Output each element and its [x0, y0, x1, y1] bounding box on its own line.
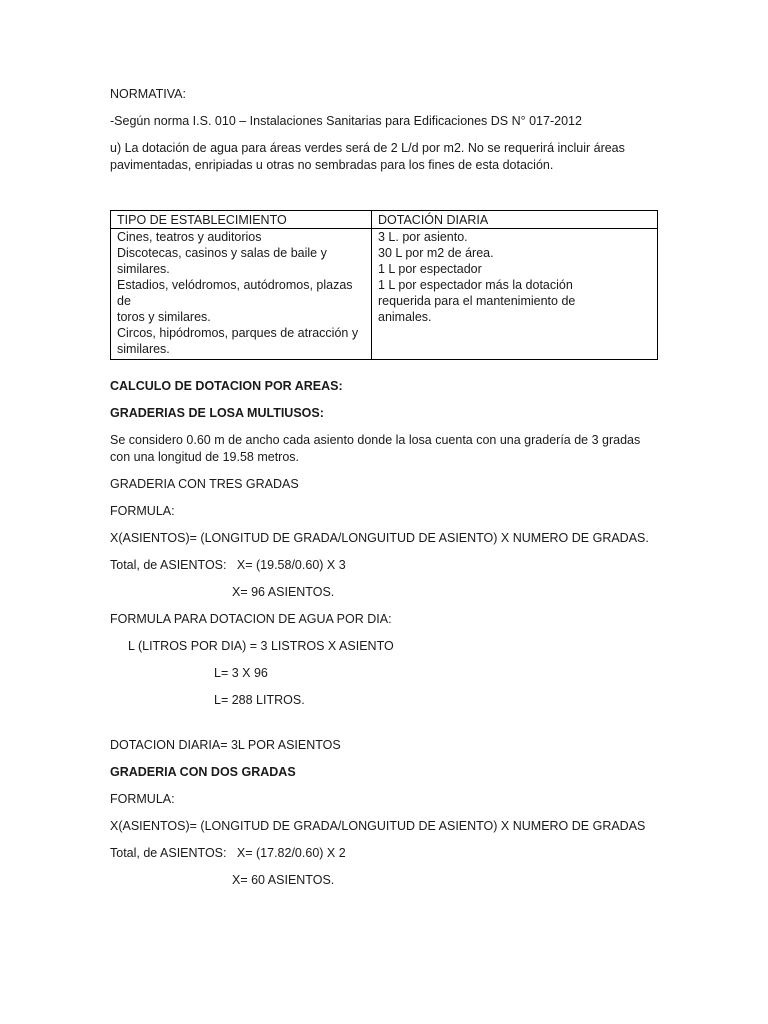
- total-asientos: Total, de ASIENTOS: X= (19.58/0.60) X 3: [110, 558, 346, 572]
- heading-tres-gradas: GRADERIA CON TRES GRADAS: [110, 477, 299, 491]
- result-asientos: X= 60 ASIENTOS.: [232, 873, 335, 887]
- section-subtitle-graderias: GRADERIAS DE LOSA MULTIUSOS:: [110, 406, 324, 420]
- dotacion-diaria: DOTACION DIARIA= 3L POR ASIENTOS: [110, 738, 341, 752]
- cell-line: similares.: [117, 262, 170, 276]
- total-asientos: Total, de ASIENTOS: X= (17.82/0.60) X 2: [110, 846, 346, 860]
- cell-line: 3 L. por asiento.: [378, 230, 468, 244]
- spacer: [110, 719, 660, 737]
- calc-litros: L= 3 X 96: [214, 666, 268, 680]
- cell-line: animales.: [378, 310, 432, 324]
- document-page: [110, 86, 660, 899]
- table-header-dotacion: DOTACIÓN DIARIA: [372, 211, 658, 229]
- paragraph-line: u) La dotación de agua para áreas verdes será de 2 L/d por m2. No se requerirá incluir áreas: [110, 141, 625, 155]
- cell-line: requerida para el mantenimiento de: [378, 294, 576, 308]
- result-asientos: X= 96 ASIENTOS.: [232, 585, 335, 599]
- cell-line: 30 L por m2 de área.: [378, 246, 494, 260]
- section-title-normativa: NORMATIVA:: [110, 87, 186, 101]
- cell-line: toros y similares.: [117, 310, 211, 324]
- cell-line: Cines, teatros y auditorios: [117, 230, 262, 244]
- norma-reference: -Según norma I.S. 010 – Instalaciones Sanitarias para Edificaciones DS N° 017-2012: [110, 114, 582, 128]
- result-litros: L= 288 LITROS.: [214, 693, 305, 707]
- cell-line: Estadios, velódromos, autódromos, plazas de: [117, 278, 353, 308]
- formula-agua-label: FORMULA PARA DOTACION DE AGUA POR DIA:: [110, 612, 392, 626]
- table-row: [111, 229, 658, 360]
- formula-label: FORMULA:: [110, 792, 175, 806]
- cell-line: Discotecas, casinos y salas de baile y: [117, 246, 327, 260]
- paragraph-line: con una longitud de 19.58 metros.: [110, 450, 300, 464]
- paragraph-line: pavimentadas, enripiadas u otras no sembradas para los fines de esta dotación.: [110, 158, 554, 172]
- cell-line: Circos, hipódromos, parques de atracción y: [117, 326, 359, 340]
- table-header-tipo: TIPO DE ESTABLECIMIENTO: [111, 211, 372, 229]
- paragraph-line: Se considero 0.60 m de ancho cada asiento donde la losa cuenta con una gradería de 3 gradas: [110, 433, 641, 447]
- table-header-row: [111, 211, 658, 229]
- cell-line: 1 L por espectador: [378, 262, 482, 276]
- table-cell-dotaciones: [372, 229, 658, 360]
- formula-asientos: X(ASIENTOS)= (LONGITUD DE GRADA/LONGUITUD DE ASIENTO) X NUMERO DE GRADAS: [110, 819, 646, 833]
- formula-label: FORMULA:: [110, 504, 175, 518]
- section-title-calculo: CALCULO DE DOTACION POR AREAS:: [110, 379, 343, 393]
- formula-asientos: X(ASIENTOS)= (LONGITUD DE GRADA/LONGUITUD DE ASIENTO) X NUMERO DE GRADAS.: [110, 531, 649, 545]
- table-cell-tipos: [111, 229, 372, 360]
- dotacion-table: [110, 210, 658, 360]
- cell-line: similares.: [117, 342, 170, 356]
- formula-agua: L (LITROS POR DIA) = 3 LISTROS X ASIENTO: [128, 639, 394, 653]
- paragraph-areas-verdes: [110, 140, 660, 174]
- cell-line: 1 L por espectador más la dotación: [378, 278, 573, 292]
- paragraph-descripcion: [110, 432, 660, 466]
- heading-dos-gradas: GRADERIA CON DOS GRADAS: [110, 765, 296, 779]
